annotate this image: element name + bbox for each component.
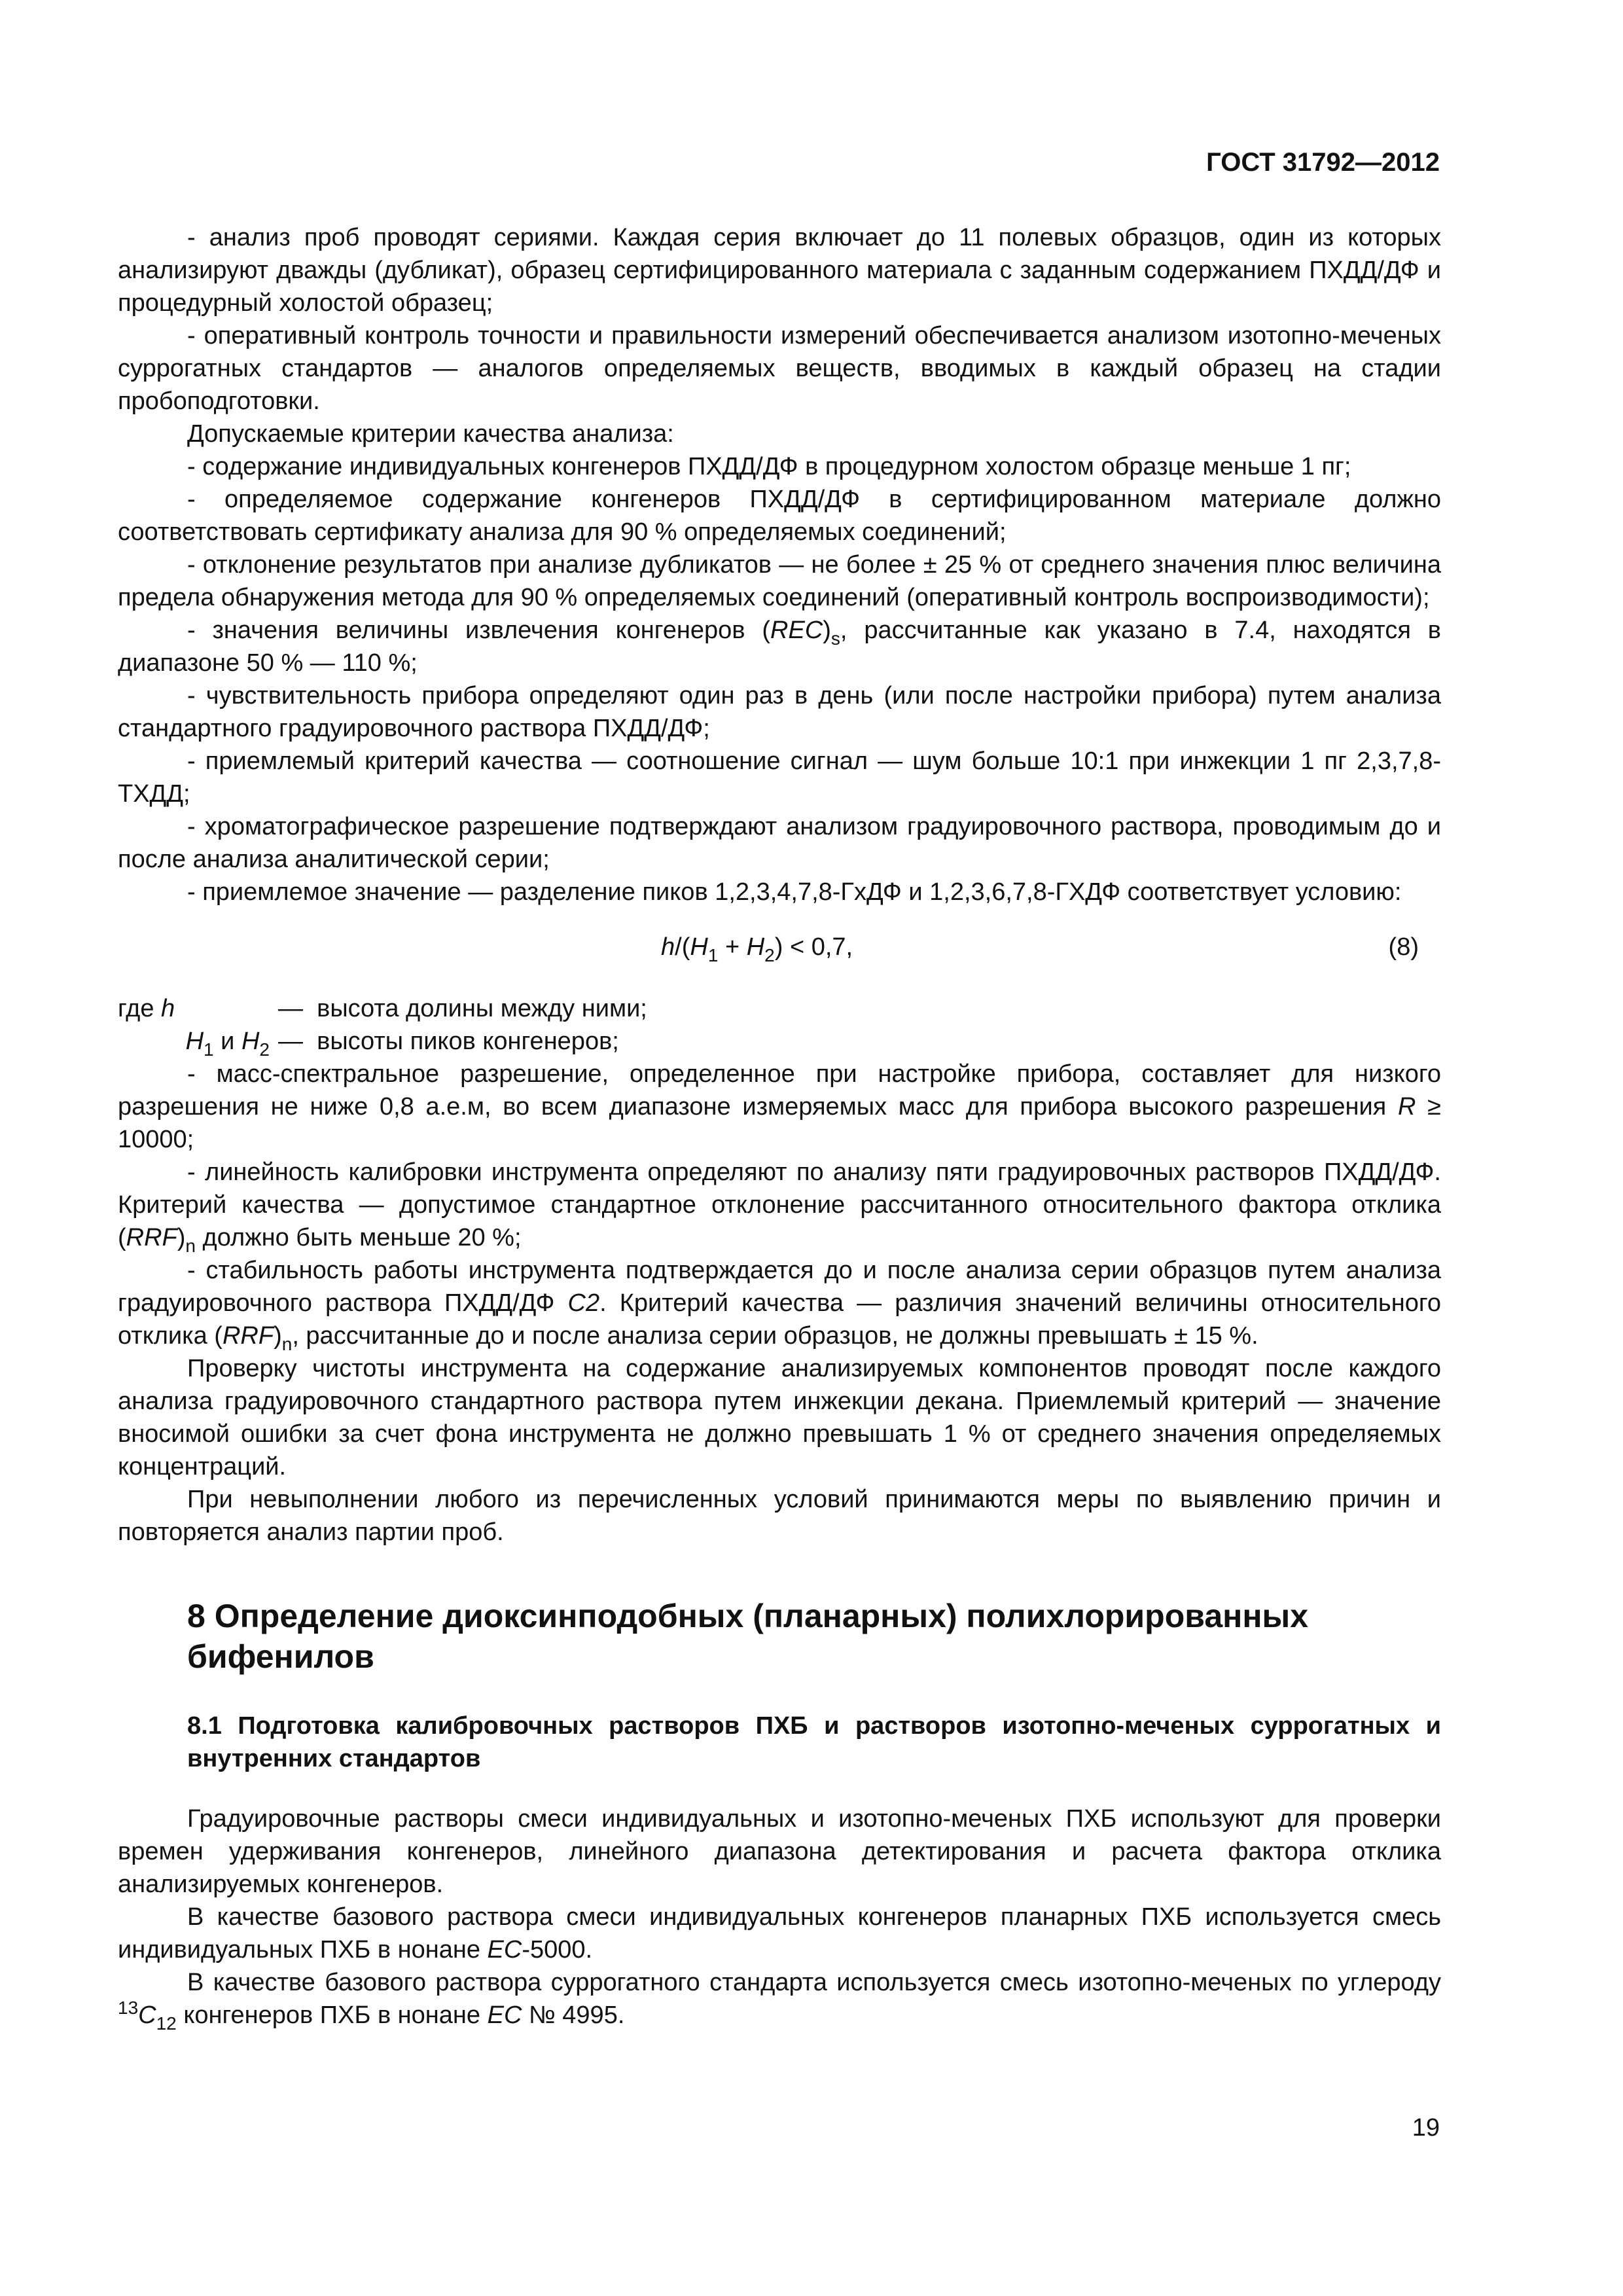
paragraph-operative-control: - оперативный контроль точности и правильности измерений обеспечивается анализом изотопно-меченых суррогатных стандартов — аналогов определяемых веществ, вводимых в каждый образец на стадии пробоподготовки. [118,322,1441,415]
page-number: 19 [1412,2114,1440,2142]
paragraph-calibration-solutions: Градуировочные растворы смеси индивидуальных и изотопно-меченых ПХБ используют для проверки времен удерживания конгенеров, линейного диапазона детектирования и расчета фактора отклика анализируемых конгенеров. [118,1805,1441,1898]
legend-row-h [118,992,1441,1025]
paragraph-signal-noise: - приемлемый критерий качества — соотношение сигнал — шум больше 10:1 при инжекции 1 пг 2,3,7,8-ТХДД; [118,747,1441,808]
legend-definition: — высота долины между ними; [278,995,647,1022]
paragraph-sensitivity: - чувствительность прибора определяют один раз в день (или после настройки прибора) путем анализа стандартного градуировочного раствора ПХДД/ДФ; [118,682,1441,742]
paragraph-surrogate-standard: В качестве базового раствора суррогатного стандарта используется смесь изотопно-меченых по углероду $^{13}C_{12}$ конгенеров ПХБ в нонане ЕС № 4995. [118,1969,1441,2034]
paragraph-blank-content: - содержание индивидуальных конгенеров ПХДД/ДФ в процедурном холостом образце меньше 1 пг; [187,453,1351,480]
document-code: ГОСТ 31792—2012 [1206,148,1440,177]
formula-expression: $h/(H_1 + H_2) < 0,7$, [661,933,853,965]
legend-term: $H_1$ и $H_2$ [185,1028,270,1060]
paragraph-chromatographic-resolution: - хроматографическое разрешение подтверждают анализом градуировочного раствора, проводимым до и после анализа аналитической серии; [118,813,1441,873]
formula-number: (8) [1388,933,1419,961]
paragraph-recovery: - значения величины извлечения конгенеров $(REC)_s$, рассчитанные как указано в 7.4, находятся в диапазоне 50 % — 110 %; [118,617,1441,677]
legend-row-peaks [118,1025,1441,1058]
formula-8 [118,908,1441,992]
legend-term: где h [118,995,175,1022]
subsection-heading-8-1: 8.1 Подготовка калибровочных растворов ПХБ и растворов изотопно-меченых суррогатных и внутренних стандартов [187,1712,1441,1772]
legend-definition: — высоты пиков конгенеров; [278,1028,619,1055]
section-heading-8: 8 Определение диоксинподобных (планарных) полихлорированных бифенилов [187,1598,1309,1675]
paragraph-base-solution: В качестве базового раствора смеси индивидуальных конгенеров планарных ПХБ используется смесь индивидуальных ПХБ в нонане ЕС-5000. [118,1903,1441,1964]
paragraph-cleanliness: Проверку чистоты инструмента на содержание анализируемых компонентов проводят после каждого анализа градуировочного стандартного раствора путем инжекции декана. Приемлемый критерий — значение вносимой ошибки за счет фона инструмента не должно превышать 1 % от среднего значения определяемых концентраций. [118,1355,1441,1480]
paragraph-certified-material: - определяемое содержание конгенеров ПХДД/ДФ в сертифицированном материале должно соответствовать сертификату анализа для 90 % определяемых соединений; [118,486,1441,546]
document-body [118,221,1441,2032]
paragraph-failure-measures: При невыполнении любого из перечисленных условий принимаются меры по выявлению причин и повторяется анализ партии проб. [118,1486,1441,1546]
paragraph-mass-resolution: - масс-спектральное разрешение, определенное при настройке прибора, составляет для низкого разрешения не ниже 0,8 а.е.м, во всем диапазоне измеряемых масс для прибора высокого разрешения R ≥ 10000; [118,1060,1441,1153]
paragraph-criteria-intro: Допускаемые критерии качества анализа: [187,420,674,448]
paragraph-duplicates: - отклонение результатов при анализе дубликатов — не более ± 25 % от среднего значения плюс величина предела обнаружения метода для 90 % определяемых соединений (оперативный контроль воспроизводимости); [118,551,1441,611]
paragraph-peak-separation: - приемлемое значение — разделение пиков 1,2,3,4,7,8-ГхДФ и 1,2,3,6,7,8-ГХДФ соответствует условию: [187,878,1402,906]
paragraph-linearity: - линейность калибровки инструмента определяют по анализу пяти градуировочных растворов ПХДД/ДФ. Критерий качества — допустимое стандартное отклонение рассчитанного относительного фактора отклика $(RRF)_n$ должно быть меньше 20 %; [118,1158,1441,1256]
paragraph-stability: - стабильность работы инструмента подтверждается до и после анализа серии образцов путем анализа градуировочного раствора ПХДД/ДФ С2. Критерий качества — различия значений величины относительного отклика $(RRF)_n$, рассчитанные до и после анализа серии образцов, не должны превышать ± 15 %. [118,1257,1441,1354]
paragraph-series: - анализ проб проводят сериями. Каждая серия включает до 11 полевых образцов, один из которых анализируют дважды (дубликат), образец сертифицированного материала с заданным содержанием ПХДД/ДФ и процедурный холостой образец; [118,224,1441,317]
